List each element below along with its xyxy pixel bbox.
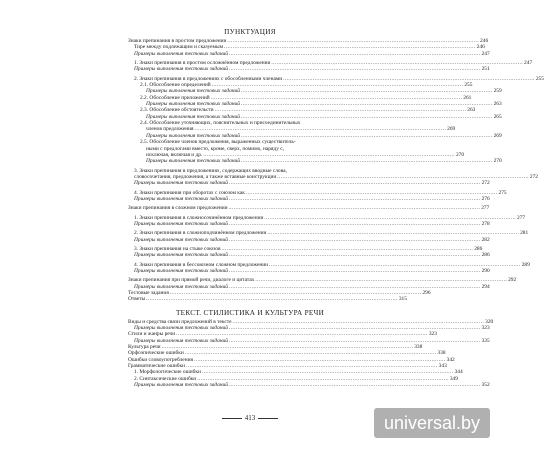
toc-entry-title: 2.1. Обособление определений <box>140 82 211 89</box>
toc-example-entry <box>128 220 490 227</box>
toc-entry-title: Примеры выполнения тестовых заданий <box>134 66 228 73</box>
toc-entry-title: 3. Знаки препинания на стыке союзов <box>134 245 221 252</box>
toc-entry-page: 281 <box>520 230 529 237</box>
toc-entry-title: Примеры выполнения тестовых заданий <box>134 283 228 290</box>
toc-entry-page: 277 <box>481 205 490 212</box>
toc-entry-title: Примеры выполнения тестовых заданий <box>134 220 228 227</box>
toc-example-entry <box>128 252 490 259</box>
toc-entry-title: Примеры выполнения тестовых заданий <box>134 180 228 187</box>
toc-entry-page: 269 <box>493 132 502 139</box>
dot-leader <box>229 221 481 227</box>
toc-entry-page: 344 <box>454 369 463 376</box>
dot-leader <box>229 51 481 57</box>
toc-entry-page: 289 <box>521 261 530 268</box>
toc-entry-title: исключая, включая и др. <box>146 151 203 158</box>
toc-section-text-stylistics <box>128 308 494 389</box>
toc-entry-title: Знаки препинания в простом предложении <box>128 38 227 44</box>
toc-example-entry <box>128 158 502 165</box>
toc-entry-title: Знаки препинания при прямой речи, диалоге и цитатах <box>128 277 255 284</box>
toc-entry-title: 1. Морфологические ошибки <box>134 369 201 376</box>
table-of-contents <box>128 28 544 389</box>
toc-entry-page: 247 <box>524 60 533 67</box>
toc-entry-title: 2. Знаки препинания в предложениях с обособленными членами <box>134 75 283 82</box>
toc-entry-page: 275 <box>498 189 507 196</box>
toc-entry-title: 2. Знаки препинания в сложноподчинённом предложении <box>134 230 267 237</box>
toc-entry-title: Примеры выполнения тестовых заданий <box>134 252 228 259</box>
toc-entry-title: 2.4. Обособление уточняющих, пояснительных и присоединительных <box>140 120 301 127</box>
toc-entry-title: Тестовые задания <box>128 290 169 297</box>
toc-entry-page: 269 <box>447 126 456 133</box>
toc-entry-page: 265 <box>493 113 502 120</box>
toc-example-entry <box>128 236 490 243</box>
toc-entry-title: Ошибки словоупотребления <box>128 356 193 363</box>
page-number-dash-right <box>258 418 278 419</box>
toc-entry-page: 263 <box>467 107 476 114</box>
toc-entry-page: 251 <box>481 66 490 73</box>
toc-entry-title: 2.2. Обособление приложений <box>140 94 210 101</box>
toc-entry-title: Примеры выполнения тестовых заданий <box>134 268 228 274</box>
toc-entry-page: 246 <box>480 38 489 44</box>
toc-entry-title: Культура речи <box>128 344 161 351</box>
toc-example-entry <box>128 382 490 389</box>
toc-entry-title: Примеры выполнения тестовых заданий <box>134 50 228 57</box>
toc-example-entry <box>128 50 490 57</box>
toc-entry-page: 272 <box>529 173 538 180</box>
toc-entry-title: 1. Знаки препинания в простом осложнённом предложении <box>134 60 271 67</box>
toc-entry-page: 286 <box>481 252 490 259</box>
toc-entry-page: 320 <box>485 318 494 325</box>
toc-entry-title: Примеры выполнения тестовых заданий <box>134 382 228 389</box>
toc-entry-page: 323 <box>428 331 437 338</box>
toc-entry-page: 349 <box>449 375 458 382</box>
toc-entry-page: 338 <box>414 344 423 351</box>
section-title: ТЕКСТ. СТИЛИСТИКА И КУЛЬТУРА РЕЧИ <box>175 308 325 317</box>
toc-entry-page: 343 <box>438 363 447 370</box>
dot-leader <box>229 180 481 186</box>
dot-leader <box>146 296 398 302</box>
toc-entry-page: 276 <box>481 195 490 202</box>
toc-entry-page: 290 <box>481 268 490 274</box>
page-number-dash-left <box>222 418 242 419</box>
toc-example-entry <box>128 180 490 187</box>
toc-entry-title: 4. Знаки препинания в бессоюзном сложном предложении <box>134 261 269 268</box>
toc-entry-title: Примеры выполнения тестовых заданий <box>146 113 240 120</box>
toc-entry-page: 259 <box>493 88 502 95</box>
toc-example-entry <box>128 66 490 73</box>
toc-entry <box>128 296 407 303</box>
toc-entry-title: словосочетания, предложения, а также вставные конструкции <box>134 173 277 180</box>
toc-entry-page: 255 <box>464 82 473 89</box>
toc-entry-page: 277 <box>517 214 526 221</box>
toc-entry-title: Примеры выполнения тестовых заданий <box>146 88 240 95</box>
toc-entry <box>128 205 490 212</box>
toc-entry-page: 292 <box>508 277 517 284</box>
toc-entry-page: 294 <box>481 283 490 290</box>
dot-leader <box>229 196 481 202</box>
toc-entry-title: ными с предлогами вместо, кроме, сверх, помимо, наряду с, <box>146 145 284 152</box>
toc-entry-page: 282 <box>481 236 490 243</box>
dot-leader <box>241 158 493 164</box>
toc-section-punctuation <box>128 28 544 303</box>
toc-entry-page: 246 <box>476 44 485 51</box>
toc-entry-title: Грамматические ошибки <box>128 363 185 370</box>
page-number-value: 413 <box>244 414 256 422</box>
toc-entry-title: Тире между подлежащим и сказуемым <box>134 44 223 51</box>
toc-entry-page: 335 <box>481 337 490 344</box>
toc-entry-title: Примеры выполнения тестовых заданий <box>134 236 228 243</box>
toc-entry-page: 270 <box>493 158 502 165</box>
toc-entry-title: членов предложения <box>146 126 194 133</box>
dot-leader <box>229 237 481 243</box>
toc-entry-title: 2. Синтаксические ошибки <box>134 375 197 382</box>
dot-leader <box>229 268 481 274</box>
toc-entry-page: 296 <box>422 290 431 297</box>
toc-entry-title: Примеры выполнения тестовых заданий <box>146 132 240 139</box>
toc-entry-page: 315 <box>398 296 407 303</box>
dot-leader <box>229 66 481 72</box>
toc-entry-page: 286 <box>474 245 483 252</box>
toc-example-entry <box>128 195 490 202</box>
toc-entry-title: Примеры выполнения тестовых заданий <box>134 325 228 332</box>
toc-entry-title: 4. Знаки препинания при оборотах с союзом как <box>134 189 245 196</box>
dot-leader <box>229 382 481 388</box>
toc-entry-title: 3. Знаки препинания в предложениях, содержащих вводные слова, <box>134 167 287 174</box>
toc-entry-title: Примеры выполнения тестовых заданий <box>146 158 240 165</box>
dot-leader <box>229 205 481 211</box>
toc-entry-title: Орфоэпические ошибки <box>128 350 184 357</box>
toc-entry-page: 342 <box>446 356 455 363</box>
toc-entry-page: 270 <box>455 151 465 158</box>
toc-entry-page: 278 <box>481 220 490 227</box>
dot-leader <box>229 252 481 258</box>
toc-entry-page: 338 <box>437 350 446 357</box>
toc-entry-page: 255 <box>535 75 544 82</box>
toc-entry-title: Знаки препинания в сложном предложении <box>128 205 228 212</box>
section-title: ПУНКТУАЦИЯ <box>224 28 276 36</box>
toc-list <box>128 38 544 303</box>
toc-entry-page: 272 <box>481 180 490 187</box>
toc-entry-title: Виды и средства связи предложений в тексте <box>128 318 232 325</box>
toc-entry-title: Ответы <box>128 296 146 303</box>
toc-entry-page: 261 <box>463 94 472 101</box>
toc-entry-page: 247 <box>481 50 490 57</box>
toc-entry-page: 263 <box>493 101 502 108</box>
toc-entry-title: 2.3. Обособление обстоятельств <box>140 107 214 114</box>
toc-entry-page: 352 <box>481 382 490 389</box>
toc-entry-title: 2.5. Обособление членов предложения, выраженных существитель- <box>140 139 296 146</box>
toc-entry-title: Примеры выполнения тестовых заданий <box>134 195 228 202</box>
toc-example-entry <box>128 268 490 274</box>
toc-entry-title: 1. Знаки препинания в сложносочинённом предложении <box>134 214 264 221</box>
toc-entry-title: Примеры выполнения тестовых заданий <box>134 337 228 344</box>
toc-entry-title: Примеры выполнения тестовых заданий <box>146 101 240 108</box>
watermark: universal.by <box>374 408 490 438</box>
toc-entry-page: 323 <box>481 325 490 332</box>
toc-list <box>128 318 494 389</box>
toc-entry-title: Стили и жанры речи <box>128 331 176 338</box>
